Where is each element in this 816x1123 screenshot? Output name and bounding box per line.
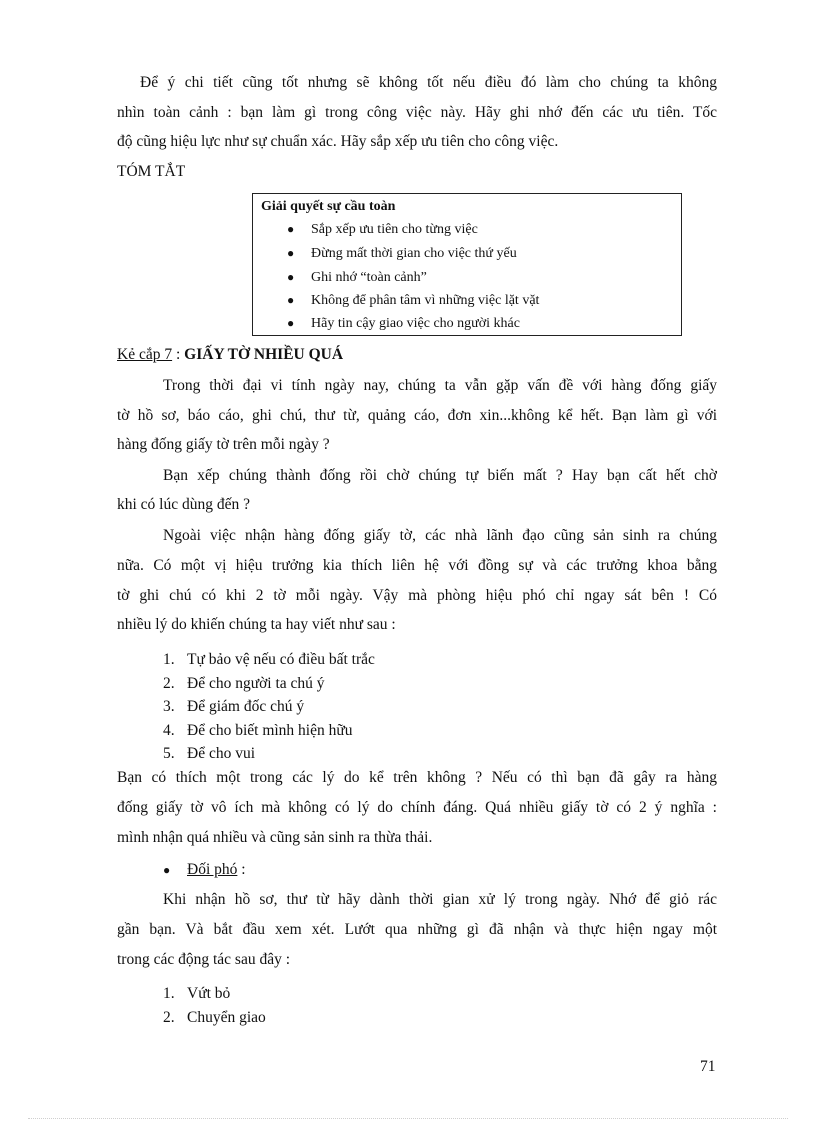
summary-box xyxy=(252,193,682,336)
summary-item: ● Ghi nhớ “toàn cảnh” xyxy=(287,270,427,285)
para5-line-3: trong các động tác sau đây : xyxy=(117,951,291,968)
intro-line-1: Để ý chi tiết cũng tốt nhưng sẽ không tốt nếu điều đó làm cho chúng ta không xyxy=(140,74,717,91)
response-suffix: : xyxy=(237,861,246,878)
list-item: 2. Chuyển giao xyxy=(163,1009,266,1026)
summary-item: ● Đừng mất thời gian cho việc thứ yếu xyxy=(287,246,517,261)
intro-line-2: nhìn toàn cảnh : bạn làm gì trong công việc này. Hãy ghi nhớ đến các ưu tiên. Tốc xyxy=(117,104,717,121)
list-item: 4. Để cho biết mình hiện hữu xyxy=(163,722,353,739)
section-title: GIẤY TỜ NHIỀU QUÁ xyxy=(184,346,344,363)
list-item: 1. Vứt bỏ xyxy=(163,985,231,1002)
response-bullet xyxy=(163,860,246,880)
para1-line-3: hàng đống giấy tờ trên mỗi ngày ? xyxy=(117,436,330,453)
para1-line-1: Trong thời đại vi tính ngày nay, chúng ta vẫn gặp vấn đề với hàng đống giấy xyxy=(163,377,717,394)
summary-item: ● Sắp xếp ưu tiên cho từng việc xyxy=(287,222,478,237)
para1-line-2: tờ hồ sơ, báo cáo, ghi chú, thư từ, quảng cáo, đơn xin...không kể hết. Bạn làm gì với xyxy=(117,407,717,424)
para2-line-1: Bạn xếp chúng thành đống rồi chờ chúng tự biến mất ? Hay bạn cất hết chờ xyxy=(163,467,717,484)
para4-line-3: mình nhận quá nhiều và cũng sản sinh ra thừa thải. xyxy=(117,829,433,846)
section-heading xyxy=(117,345,343,365)
para3-line-1: Ngoài việc nhận hàng đống giấy tờ, các nhà lãnh đạo cũng sản sinh ra chúng xyxy=(163,527,717,544)
para4-line-1: Bạn có thích một trong các lý do kể trên không ? Nếu có thì bạn đã gây ra hàng xyxy=(117,769,717,786)
page-bottom-rule xyxy=(28,1118,788,1119)
intro-line-3: độ cũng hiệu lực như sự chuẩn xác. Hãy sắp xếp ưu tiên cho công việc. xyxy=(117,133,559,150)
summary-heading: TÓM TẮT xyxy=(117,163,186,180)
para4-line-2: đống giấy tờ vô ích mà không có lý do chính đáng. Quá nhiều giấy tờ có 2 ý nghĩa : xyxy=(117,799,717,816)
para5-line-2: gần bạn. Và bắt đầu xem xét. Lướt qua những gì đã nhận và thực hiện ngay một xyxy=(117,921,717,938)
para3-line-2: nữa. Có một vị hiệu trưởng kia thích liên hệ với đồng sự và các trưởng khoa bằng xyxy=(117,557,717,574)
bullet-icon: ● xyxy=(287,270,295,284)
section-prefix: Kẻ cắp 7 xyxy=(117,346,173,363)
list-item: 2. Để cho người ta chú ý xyxy=(163,675,325,692)
list-item: 5. Để cho vui xyxy=(163,745,256,762)
para5-line-1: Khi nhận hồ sơ, thư từ hãy dành thời gian xử lý trong ngày. Nhớ để giỏ rác xyxy=(163,891,717,908)
summary-box-title: Giải quyết sự cầu toàn xyxy=(261,199,396,214)
bullet-icon: ● xyxy=(287,316,295,330)
bullet-icon: ● xyxy=(287,222,295,236)
list-item: 1. Tự bảo vệ nếu có điều bất trắc xyxy=(163,651,375,668)
summary-item: ● Không để phân tâm vì những việc lặt vặt xyxy=(287,293,540,308)
para3-line-4: nhiều lý do khiến chúng ta hay viết như sau : xyxy=(117,616,396,633)
list-item: 3. Để giám đốc chú ý xyxy=(163,698,305,715)
para3-line-3: tờ ghi chú có khi 2 tờ mỗi ngày. Vậy mà phòng hiệu phó chỉ ngay sát bên ! Có xyxy=(117,587,717,604)
summary-item: ● Hãy tin cậy giao việc cho người khác xyxy=(287,316,520,331)
para2-line-2: khi có lúc dùng đến ? xyxy=(117,496,251,513)
section-separator: : xyxy=(172,346,185,363)
bullet-icon: ● xyxy=(287,246,295,260)
response-label: Đối phó xyxy=(187,861,238,878)
page-number: 71 xyxy=(700,1058,716,1075)
bullet-icon: ● xyxy=(163,863,171,877)
bullet-icon: ● xyxy=(287,293,295,307)
